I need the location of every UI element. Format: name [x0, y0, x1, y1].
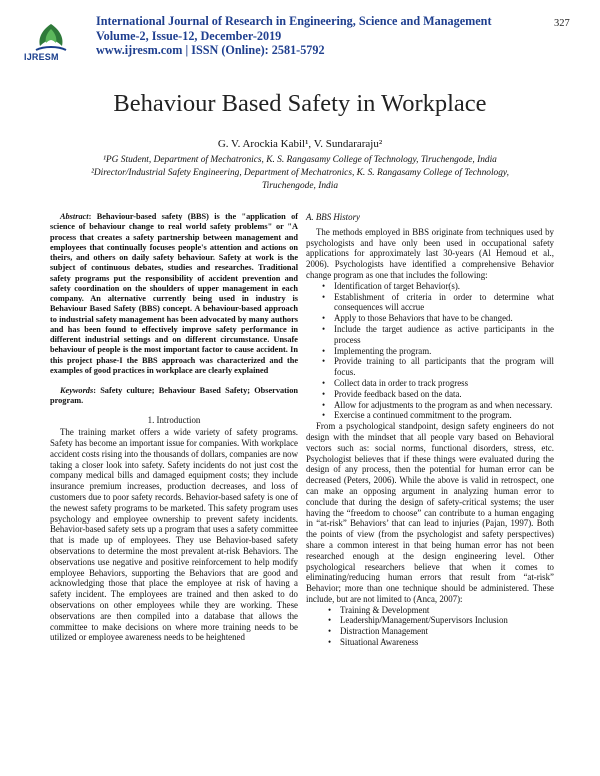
list-item: • Apply to those Behaviors that have to be changed. — [322, 313, 554, 324]
journal-volume: Volume-2, Issue-12, December-2019 — [96, 28, 282, 43]
technique-list — [306, 605, 554, 648]
list-item: • Situational Awareness — [328, 637, 554, 648]
paper-authors: G. V. Arockia Kabil¹, V. Sundararaju² — [217, 138, 383, 150]
abstract-text: : Behaviour-based safety (BBS) is the "application of science of behaviour change to real world safety problems" or "A process that creates a safety partnership between management and employees that continually focuses people's attention and actions on theirs, and others on daily safety behaviour. Safety at work is the subject of continuous debates, studies and researches. Traditional safety programs put the responsibility of accident prevention and safety coordination on the shoulders of upper management in each company. An alternative currently being used in industry is Behaviour Based Safety (BBS) concept. A behaviour-based approach to industrial safety management has been advocated by many authors and has been found to effectively improve safety performance in different industrial settings and on different circumstance. Unsafe behaviour of people is the most important factor to cause accident. In this project phase-I the BBS approach was characterized and the examples of good practices in workplace are clearly explained — [50, 212, 298, 375]
journal-header — [22, 14, 582, 66]
list-item: • Leadership/Management/Supervisors Inclusion — [328, 615, 554, 626]
list-item: • Allow for adjustments to the program as and when necessary. — [322, 400, 554, 411]
keywords — [50, 386, 298, 407]
introduction-paragraph: The training market offers a wide variety of safety programs. Safety has become an important issue for companies. With workplace accident costs rising into the thousands of dollars, companies are now taking a closer look into safety. Safety incidents do not just cost the company medical bills and damaged equipment costs; they include insurance premium increases, production decreases, and loss of customers due to poor safety records. Behavior-based safety is one of the newest safety programs to be marketed. This safety program uses psychology and employee ownership to prevent safety incidents. Behavior-based safety sets up a program that uses a safety committee that is made up of employees. They use Behavior-based safety observations to determine the most prevalent at-risk Behaviors. The observations use negative and positive reinforcement to help modify employee Behaviors, supporting the Behaviors that are good and acknowledging those that place the employee at risk of having a safety incident. The employees are trained and then asked to do observations on other employees while they are working. These observations are then compiled into a database that allows the committee to make decisions on where more training needs to be utilized or employee awareness needs to be heightened — [50, 427, 298, 643]
list-item: • Distraction Management — [328, 626, 554, 637]
list-item: • Implementing the program. — [322, 346, 554, 357]
keywords-text: : Safety culture; Behaviour Based Safety; Observation program. — [50, 386, 298, 406]
list-item: • Collect data in order to track progress — [322, 378, 554, 389]
list-item: • Provide feedback based on the data. — [322, 389, 554, 400]
behavior-program-list — [306, 281, 554, 421]
list-item: • Include the target audience as active participants in the process — [322, 324, 554, 346]
list-item: • Provide training to all participants that the program will focus. — [322, 356, 554, 378]
left-column — [50, 212, 298, 643]
journal-name: International Journal of Research in Engineering, Science and Management — [96, 14, 492, 28]
page-number: 327 — [554, 18, 570, 29]
journal-website: www.ijresm.com | ISSN (Online): 2581-5792 — [96, 43, 325, 57]
list-item: • Establishment of criteria in order to determine what consequences will accrue — [322, 292, 554, 314]
bbs-history-paragraph-1: The methods employed in BBS originate from techniques used by psychologists and have only been used in occupational safety applications for approximately last 30-years (Al Hemoud et al., 2006). Psychologists have identified a comprehensive Behavior change program as one that includes the following: — [306, 226, 554, 280]
affiliation-2: ²Director/Industrial Safety Engineering, Department of Mechatronics, K. S. Rangasamy College of Technology, Tiruchengode, India — [91, 168, 509, 191]
logo-text: IJRESM — [24, 52, 59, 62]
bbs-history-paragraph-2: From a psychological standpoint, design safety engineers do not design with the mindset that all people vary based on Behavioral vectors such as: social norms, functional disorders, stress, etc. Psychologist believes that if these things were evaluated during the design of any process, then the potential for human error can be decreased (Peters, 2006). While the above is valid in retrospect, one can make an opposing argument in analyzing human error to conclude that during the design of safety-critical systems; the user having the “freedom to choose” can contribute to a human engaging in “at-risk” Behaviors’ that can lead to injuries (Pajan, 1997). Both the points of view (from the psychologist and safety perspectives) share a common interest in that being human error has not been researched enough at the design engineering level. Other psychological researchers believe that when it comes to eliminating/reducing human errors that result from “at-risk” Behavior; more than one technique should be administered. These include, but are not limited to (Anca, 2007): — [306, 421, 554, 604]
keywords-label: Keywords — [60, 386, 94, 395]
abstract — [50, 212, 298, 376]
list-item: • Training & Development — [328, 605, 554, 616]
right-column — [306, 212, 554, 648]
list-item: • Identification of target Behavior(s). — [322, 281, 554, 292]
affiliation-1: ¹PG Student, Department of Mechatronics, K. S. Rangasamy College of Technology, Tiruchengode, India — [103, 155, 497, 165]
paper-title: Behaviour Based Safety in Workplace — [113, 90, 487, 117]
abstract-label: Abstract — [60, 212, 89, 221]
bbs-history-heading: A. BBS History — [306, 212, 360, 222]
journal-info — [96, 14, 536, 58]
list-item: • Exercise a continued commitment to the program. — [322, 410, 554, 421]
introduction-heading: 1. Introduction — [147, 414, 201, 425]
